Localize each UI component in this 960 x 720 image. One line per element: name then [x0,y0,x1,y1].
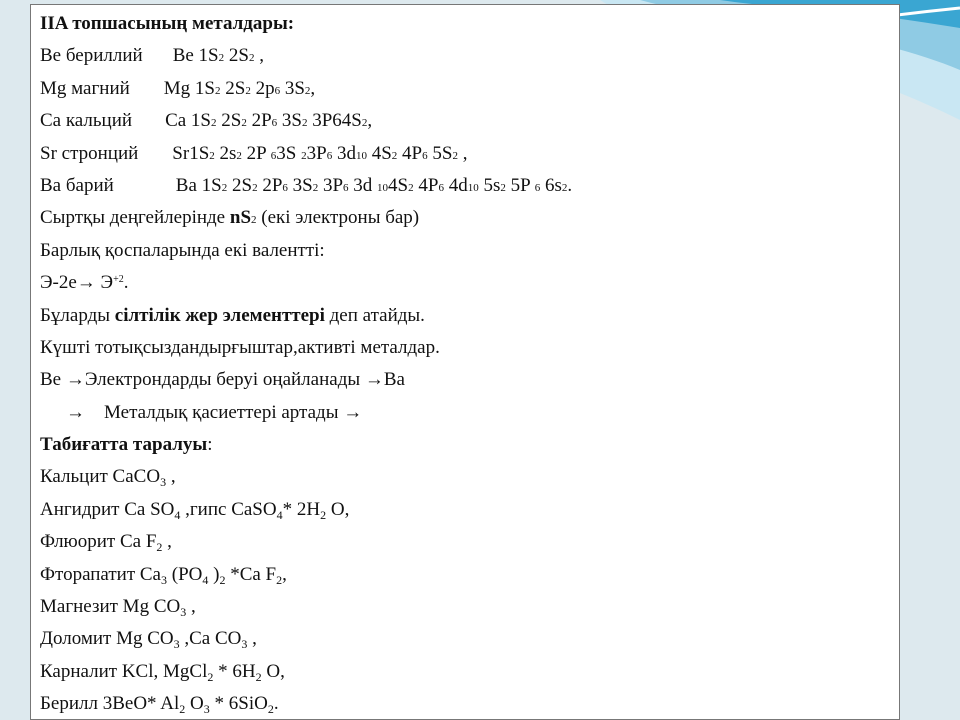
element-line-mg: Mg магний Mg 1S2 2S2 2p6 3S2, [40,77,316,99]
slide-text [40,8,900,720]
mineral-anhydrite: Ангидрит Ca $SO_4$ ,гипс CaSO$_4$* $2H_2$ O, [40,498,350,522]
valence-line: Барлық қоспаларында екі валентті: [40,239,325,261]
mineral-fluorite: Флюорит Ca $F_2$ , [40,531,172,555]
ion-line: $Э-2е\to Э^{+2}$. [40,272,129,294]
mineral-calcite: Кальцит CaCO$_3$ , [40,466,176,490]
trend-electron-line: Ве →Электрондарды беруі оңайланады →Ва [40,369,405,391]
outer-levels-line: Сыртқы деңгейлерінде nS2 (екі электроны бар) [40,207,420,229]
element-line-ca: Са кальций Са 1S2 2S2 2P6 3S2 3P64S2, [40,110,373,132]
reducers-line: Күшті тотықсыздандырғыштар,активті металдар. [40,336,440,358]
slide-title: IIA топшасының металдары: [40,13,295,34]
mineral-beryl: Берилл 3BeO* $Al_2$ $O_3 * 6SiO_2$. [40,693,279,717]
mineral-carnallite: Карналит KCl, MgCl$_2$ * $6H_2$ O, [40,660,285,684]
alkaline-earth-line: Бұларды сілтілік жер элементтері деп атайды. [40,304,425,326]
trend-metallic-line: → Металдық қасиеттері артады → [66,401,363,423]
mineral-magnesite: Магнезит Mg $CO_3$ , [40,596,196,620]
element-line-ba: Ва барий Ва 1S2 2S2 2P6 3S2 3P6 3d 104S2 4P6 4d10 5s2 5P 6 6s2. [40,174,573,196]
nature-heading: Табиғатта таралуы: [40,434,213,456]
element-line-be: Ве бериллий Ве 1S2 2S2 , [40,45,264,67]
element-line-sr: Sr стронций Sr1S2 2s2 2P 63S 23P6 3d10 4S2 4P6 5S2 , [40,142,468,164]
mineral-dolomite: Доломит Mg $CO_3$ ,Ca $CO_3$ , [40,628,257,652]
mineral-fluorapatite: Фторапатит $Ca_3$ ($PO_4$ )$_2$ *Ca $F_2$, [40,563,287,587]
